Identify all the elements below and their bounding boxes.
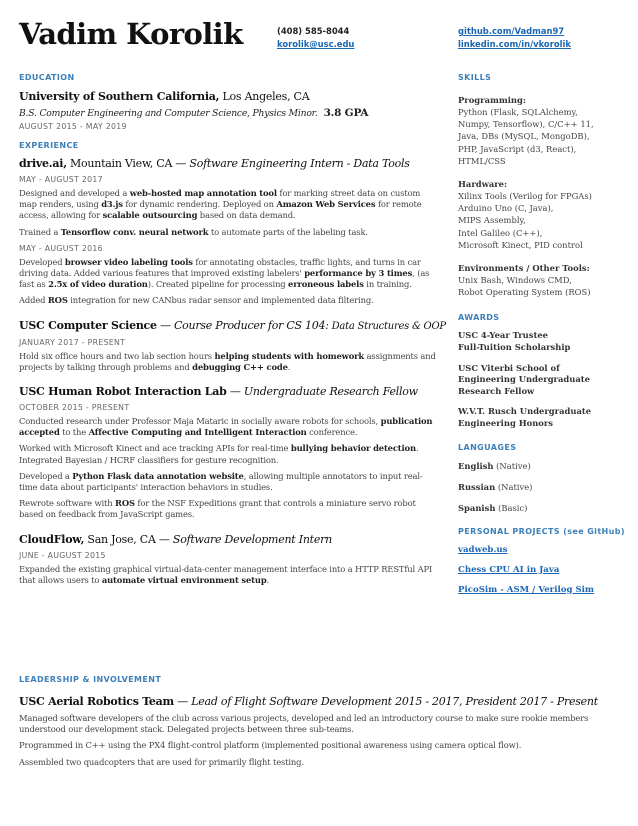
language-item: English (Native) bbox=[458, 460, 531, 471]
hri-paragraph-3: Developed a Python Flask data annotation website, allowing multiple annotators to input real-time data about participants' interaction behaviors in studies. bbox=[19, 470, 423, 493]
company-name: drive.ai, bbox=[19, 157, 67, 170]
section-heading-skills: SKILLS bbox=[458, 73, 492, 82]
award-item: USC Viterbi School of Engineering Undergraduate Research Fellow bbox=[458, 362, 590, 396]
company-location: Mountain View, CA — bbox=[66, 157, 190, 170]
contact-links bbox=[458, 25, 571, 51]
company-name: USC Human Robot Interaction Lab bbox=[19, 385, 227, 399]
role-title: Undergraduate Research Fellow bbox=[243, 385, 418, 399]
role-title: Course Producer for CS 104: bbox=[174, 318, 329, 332]
driveai-paragraph-3: Developed browser video labeling tools for annotating obstacles, traffic lights, and turns in car driving data. Added various features that improved existing labelers' performance by 3 times, (as fast as 2.5x of video duration). Created pipeline for processing erroneous labels in training. bbox=[19, 256, 430, 290]
contact-primary bbox=[277, 25, 354, 51]
skills-programming: Programming: Python (Flask, SQLAlchemy, Numpy, Tensorflow), C/C++ 11, Java, DBs (MySQL, MongoDB), PHP, JavaScript (d3, React), HTML/CSS bbox=[458, 95, 594, 166]
driveai-paragraph-4: Added ROS integration for new CANbus radar sensor and implemented data filtering. bbox=[19, 295, 374, 306]
section-heading-projects: PERSONAL PROJECTS (see GitHub) bbox=[458, 526, 625, 536]
project-link-chess[interactable]: Chess CPU AI in Java bbox=[458, 564, 560, 575]
cloudflow-paragraph-1: Expanded the existing graphical virtual-data-center management interface into a HTTP RESTful API that allows users to automate virtual environment setup. bbox=[19, 563, 433, 585]
leadership-paragraph-3: Assembled two quadcopters that are used for primarily flight testing. bbox=[19, 756, 304, 767]
right-column bbox=[458, 73, 630, 604]
resume-name: Vadim Korolik bbox=[19, 17, 243, 51]
org-name: USC Aerial Robotics Team bbox=[19, 695, 174, 708]
experience-usc-cs-title: USC Computer Science — Course Producer for CS 104: Data Structures & OOP bbox=[19, 318, 446, 332]
language-item: Spanish (Basic) bbox=[458, 502, 528, 513]
skills-environments: Environments / Other Tools: Unix Bash, Windows CMD, Robot Operating System (ROS) bbox=[458, 263, 591, 298]
section-heading-experience: EXPERIENCE bbox=[19, 141, 79, 150]
award-item: W.V.T. Rusch Undergraduate Engineering Honors bbox=[458, 406, 592, 428]
linkedin-link[interactable]: linkedin.com/in/vkorolik bbox=[458, 39, 571, 49]
award-item: USC 4-Year Trustee Full-Tuition Scholarship bbox=[458, 330, 571, 353]
experience-cloudflow-title bbox=[19, 532, 439, 547]
language-item: Russian (Native) bbox=[458, 481, 533, 492]
company-name: USC Computer Science bbox=[19, 318, 157, 332]
left-column bbox=[19, 73, 446, 591]
skills-hardware: Hardware: Xilinx Tools (Verilog for FPGAs) Arduino Uno (C, Java), MIPS Assembly, Intel Galileo (C++), Microsoft Kinect, PID control bbox=[458, 179, 592, 250]
leadership-title: USC Aerial Robotics Team — Lead of Flight Software Development 2015 - 2017, President 2017 - Present bbox=[19, 695, 598, 708]
email-link[interactable]: korolik@usc.edu bbox=[277, 39, 355, 49]
hri-date: OCTOBER 2015 - PRESENT bbox=[19, 403, 130, 413]
role-course: Data Structures & OOP bbox=[328, 320, 446, 332]
education-school bbox=[19, 89, 439, 104]
experience-driveai-title bbox=[19, 156, 439, 171]
company-name: CloudFlow, bbox=[19, 532, 85, 546]
experience-hri-title: USC Human Robot Interaction Lab — Undergraduate Research Fellow bbox=[19, 385, 418, 399]
project-link-vadweb[interactable]: vadweb.us bbox=[458, 544, 508, 555]
github-link[interactable]: github.com/Vadman97 bbox=[458, 26, 565, 36]
cloudflow-date: JUNE - AUGUST 2015 bbox=[19, 550, 106, 560]
driveai-date-2017: MAY - AUGUST 2017 bbox=[19, 175, 103, 184]
usc-cs-date: JANUARY 2017 - PRESENT bbox=[19, 337, 126, 347]
project-link-picosim[interactable]: PicoSim - ASM / Verilog Sim bbox=[458, 584, 595, 595]
section-heading-awards: AWARDS bbox=[458, 313, 500, 323]
leadership-section bbox=[19, 675, 624, 773]
driveai-paragraph-1: Designed and developed a web-hosted map annotation tool for marking street data on custom map renders, using d3.js for dynamic rendering. Deployed on Amazon Web Services for remote access, allowing for scalable outsourcing based on data demand. bbox=[19, 188, 422, 221]
section-heading-languages: LANGUAGES bbox=[458, 442, 517, 452]
leadership-paragraph-2: Programmed in C++ using the PX4 flight-control platform (implemented positional awareness using camera optical flow). bbox=[19, 740, 522, 751]
section-heading-education: EDUCATION bbox=[19, 73, 75, 82]
role-title: Lead of Flight Software Development 2015 - 2017, President 2017 - Present bbox=[191, 695, 598, 708]
hri-paragraph-4: Rewrote software with ROS for the NSF Expeditions grant that controls a miniature servo robot based on feedback from JavaScript games. bbox=[19, 498, 416, 520]
degree-text: B.S. Computer Engineering and Computer Science, Physics Minor. bbox=[19, 108, 318, 119]
company-location: San Jose, CA — bbox=[84, 532, 173, 546]
school-name: University of Southern California, bbox=[19, 90, 220, 103]
role-title: Software Development Intern bbox=[172, 532, 332, 546]
section-heading-leadership: LEADERSHIP & INVOLVEMENT bbox=[19, 675, 162, 684]
education-degree bbox=[19, 107, 439, 120]
role-title: Software Engineering Intern - Data Tools bbox=[189, 157, 410, 170]
hri-paragraph-1: Conducted research under Professor Maja Mataric in socially aware robots for schools, publication accepted to the Affective Computing and Intelligent Interaction conference. bbox=[19, 416, 433, 438]
driveai-paragraph-2: Trained a Tensorflow conv. neural network to automate parts of the labeling task. bbox=[19, 226, 368, 237]
usc-cs-paragraph-1: Hold six office hours and two lab section hours helping students with homework assignments and projects by talking through problems and debugging C++ code. bbox=[19, 350, 436, 372]
phone-number: (408) 585-8044 bbox=[277, 26, 350, 36]
leadership-paragraph-1: Managed software developers of the club across various projects, developed and led an introductory course to make sure rookie members understood our development stack. Delegated projects between three sub-teams. bbox=[19, 713, 589, 735]
driveai-date-2016: MAY - AUGUST 2016 bbox=[19, 243, 103, 253]
school-location: Los Angeles, CA bbox=[219, 90, 310, 103]
hri-paragraph-2: Worked with Microsoft Kinect and ace tracking APIs for real-time bullying behavior detection. Integrated Bayesian / HCRF classifiers for gesture recognition. bbox=[19, 443, 419, 465]
education-dates: AUGUST 2015 - MAY 2019 bbox=[19, 122, 127, 131]
gpa-text: 3.8 GPA bbox=[323, 107, 369, 119]
